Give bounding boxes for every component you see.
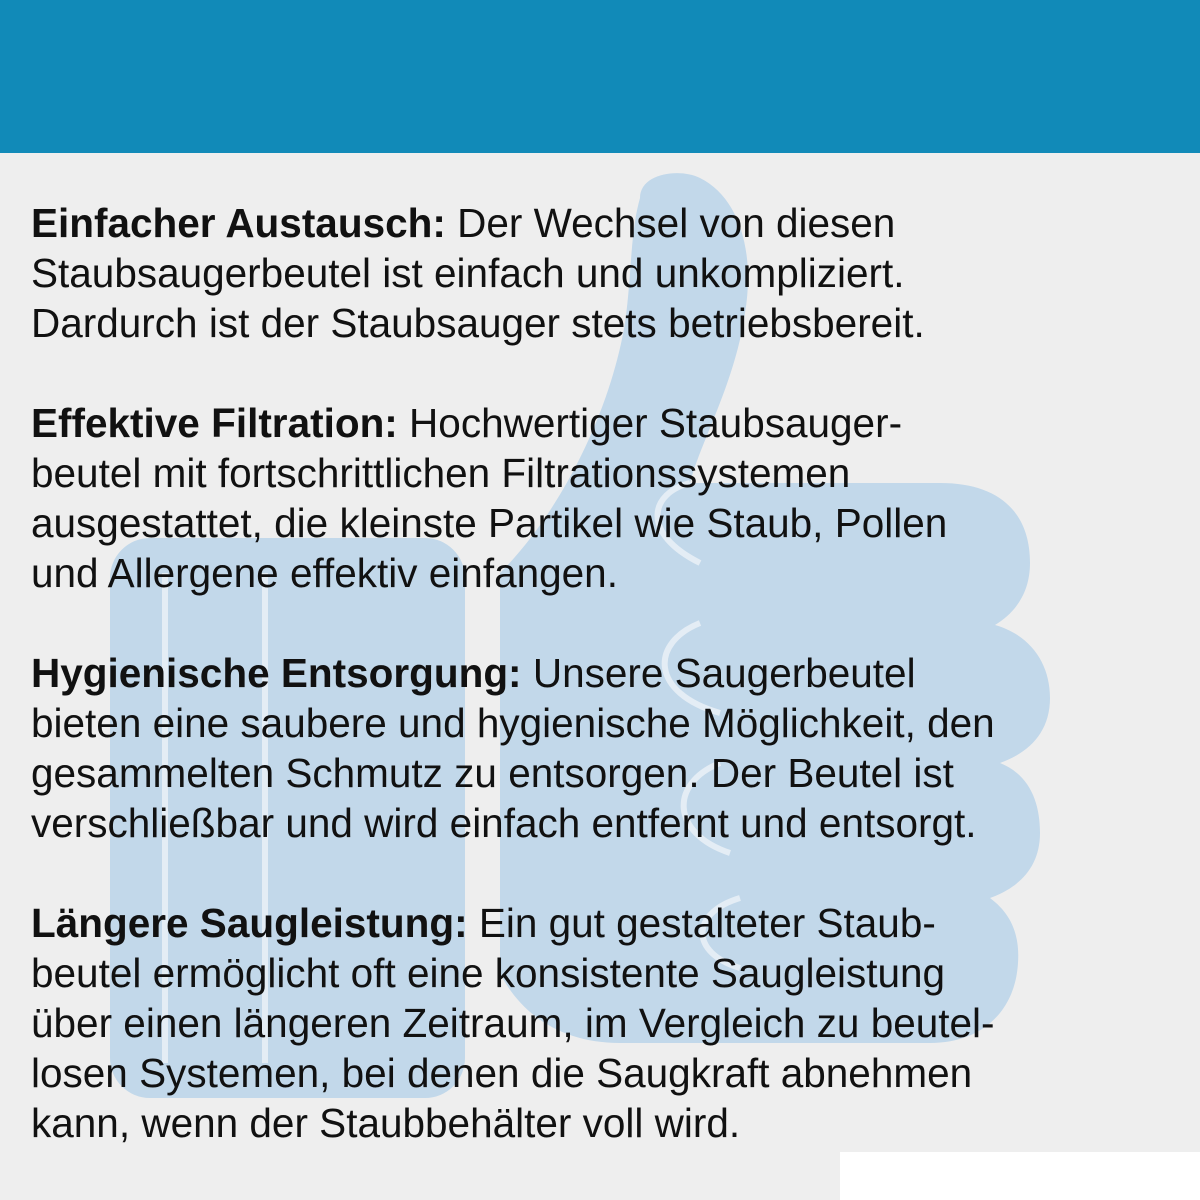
feature-paragraph-filtration (31, 398, 1181, 598)
corner-patch (840, 1152, 1200, 1200)
feature-text: verschließbar und wird einfach entfernt und entsorgt. (31, 800, 977, 846)
header-bar (0, 0, 1200, 153)
feature-text: über einen längeren Zeitraum, im Vergleich zu beutel- (31, 1000, 995, 1046)
feature-text: Dardurch ist der Staubsauger stets betriebsbereit. (31, 300, 925, 346)
feature-text: Unsere Saugerbeutel (521, 650, 916, 696)
feature-text: und Allergene effektiv einfangen. (31, 550, 618, 596)
feature-text: Der Wechsel von diesen (445, 200, 896, 246)
feature-text: ausgestattet, die kleinste Partikel wie Staub, Pollen (31, 500, 948, 546)
feature-text: gesammelten Schmutz zu entsorgen. Der Beutel ist (31, 750, 954, 796)
feature-heading: Längere Saugleistung: (31, 900, 468, 946)
feature-text: kann, wenn der Staubbehälter voll wird. (31, 1100, 741, 1146)
feature-text: beutel mit fortschrittlichen Filtrationssystemen (31, 450, 851, 496)
feature-paragraph-disposal (31, 648, 1181, 848)
feature-heading: Effektive Filtration: (31, 400, 398, 446)
feature-text: Hochwertiger Staubsauger- (397, 400, 903, 446)
feature-text: losen Systemen, bei denen die Saugkraft abnehmen (31, 1050, 973, 1096)
feature-paragraph-suction (31, 898, 1181, 1148)
feature-heading: Hygienische Entsorgung: (31, 650, 522, 696)
feature-paragraph-easy-exchange (31, 198, 1181, 348)
feature-text: Ein gut gestalteter Staub- (467, 900, 936, 946)
feature-heading: Einfacher Austausch: (31, 200, 446, 246)
feature-text: bieten eine saubere und hygienische Möglichkeit, den (31, 700, 995, 746)
feature-list (31, 198, 1181, 1198)
feature-text: Staubsaugerbeutel ist einfach und unkompliziert. (31, 250, 905, 296)
feature-text: beutel ermöglicht oft eine konsistente Saugleistung (31, 950, 946, 996)
